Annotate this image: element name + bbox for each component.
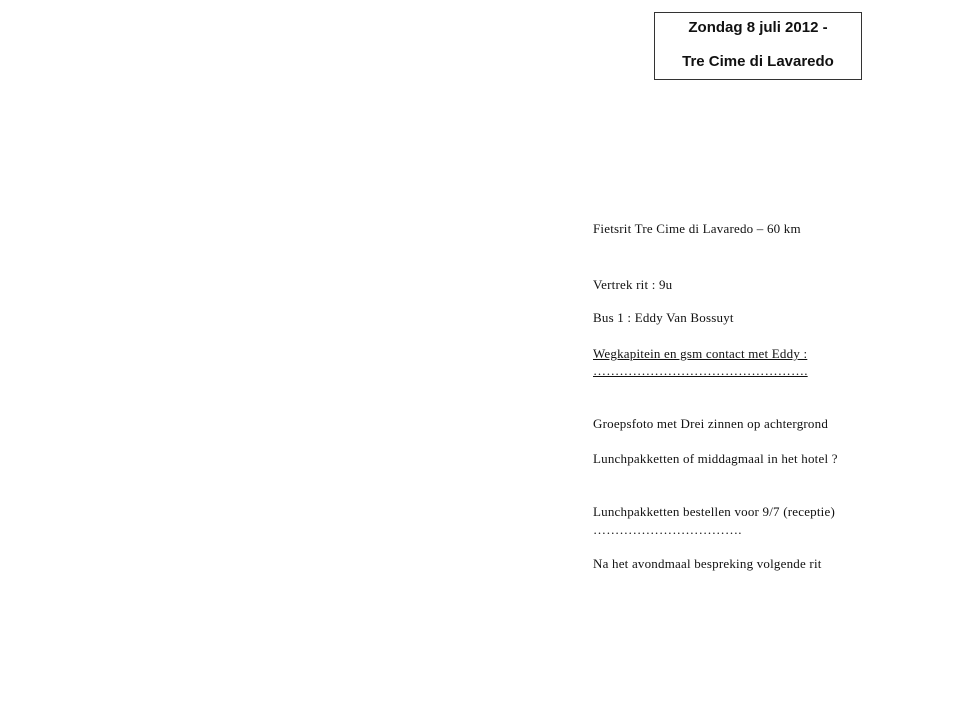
group-photo-note: Groepsfoto met Drei zinnen op achtergrond — [593, 416, 829, 431]
lunch-question: Lunchpakketten of middagmaal in het hotel ? — [593, 451, 838, 466]
date-title: Zondag 8 juli 2012 - — [688, 19, 828, 36]
lunch-order-note: Lunchpakketten bestellen voor 9/7 (receptie) — [593, 504, 835, 519]
departure-time: Vertrek rit : 9u — [593, 277, 673, 292]
lunch-order-blank: ……………………………. — [593, 522, 742, 537]
road-captain-blank: …………………………………………. — [593, 363, 808, 378]
place-title: Tre Cime di Lavaredo — [682, 53, 834, 70]
evening-note: Na het avondmaal bespreking volgende rit — [593, 556, 822, 571]
ride-description: Fietsrit Tre Cime di Lavaredo – 60 km — [593, 221, 801, 236]
bus-info: Bus 1 : Eddy Van Bossuyt — [593, 310, 734, 325]
title-box — [654, 12, 862, 80]
road-captain-label: Wegkapitein en gsm contact met Eddy : — [593, 346, 808, 361]
